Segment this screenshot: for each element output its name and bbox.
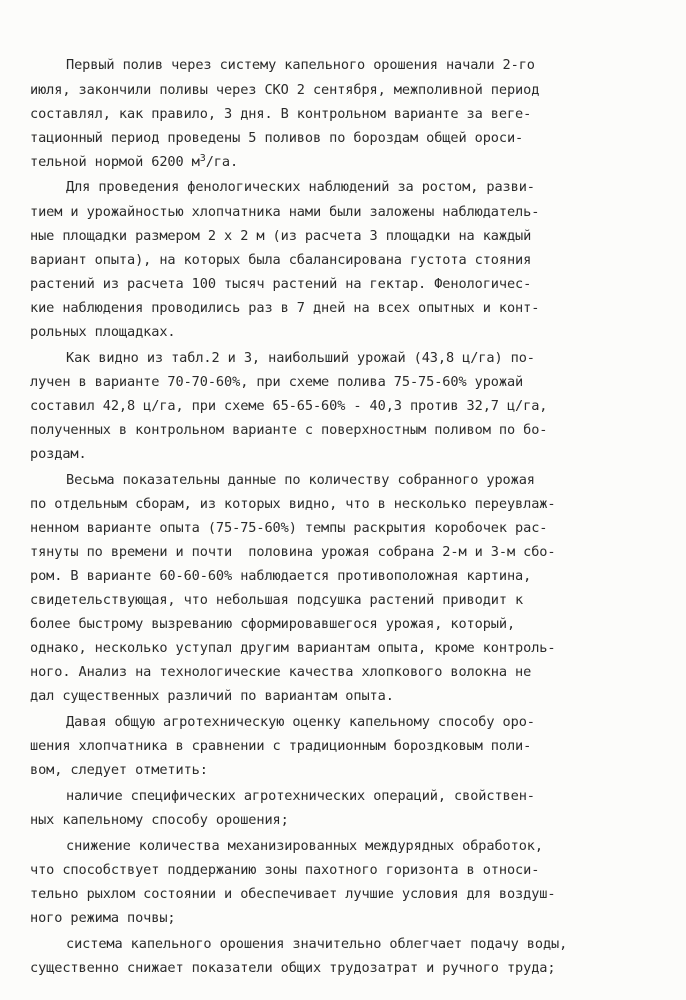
paragraph-7-line-1: снижение количества механизированных междурядных обработок, <box>66 838 543 854</box>
unit-tail: /га. <box>205 154 239 170</box>
paragraph-4-line-4: тянуты по времени и почти половина урожая собрана 2-м и 3-м сбо- <box>30 544 556 560</box>
paragraph-4-line-1: Весьма показательны данные по количеству собранного урожая <box>66 472 535 488</box>
paragraph-5-line-2: шения хлопчатника в сравнении с традиционным бороздковым поли- <box>30 738 532 754</box>
paragraph-1-line-3: составлял, как правило, 3 дня. В контрольном варианте за веге- <box>30 106 532 122</box>
paragraph-6-line-2: ных капельному способу орошения; <box>30 812 289 828</box>
paragraph-3-line-1: Как видно из табл.2 и 3, наибольший урожай (43,8 ц/га) по- <box>66 350 535 366</box>
paragraph-8-line-1: система капельного орошения значительно облегчает подачу воды, <box>66 936 568 952</box>
paragraph-2-line-7: рольных площадках. <box>30 324 176 340</box>
paragraph-1-line-2: июля, закончили поливы через СКО 2 сентября, межполивной период <box>30 82 540 98</box>
paragraph-2-line-5: растений из расчета 100 тысяч растений на гектар. Фенологичес- <box>30 276 532 292</box>
paragraph-3-line-4: полученных в контрольном варианте с поверхностным поливом по бо- <box>30 422 548 438</box>
paragraph-2-line-6: кие наблюдения проводились раз в 7 дней на всех опытных и конт- <box>30 300 540 316</box>
paragraph-8-line-2: существенно снижает показатели общих трудозатрат и ручного труда; <box>30 960 556 976</box>
paragraph-4-line-7: более быстрому вызреванию сформировавшегося урожая, который, <box>30 616 516 632</box>
paragraph-4-line-9: ного. Анализ на технологические качества хлопкового волокна не <box>30 664 532 680</box>
paragraph-3-line-2: лучен в варианте 70-70-60%, при схеме полива 75-75-60% урожай <box>30 374 524 390</box>
paragraph-3-line-3: составил 42,8 ц/га, при схеме 65-65-60% - 40,3 против 32,7 ц/га, <box>30 398 548 414</box>
paragraph-4-line-3: ненном варианте опыта (75-75-60%) темпы раскрытия коробочек рас- <box>30 520 548 536</box>
paragraph-3-line-5: роздам. <box>30 446 87 462</box>
paragraph-7-line-4: ного режима почвы; <box>30 910 176 926</box>
paragraph-2-line-1: Для проведения фенологических наблюдений за ростом, разви- <box>66 179 535 195</box>
paragraph-4-line-5: ром. В варианте 60-60-60% наблюдается противоположная картина, <box>30 568 532 584</box>
unit-superscript: 3 <box>199 153 206 164</box>
paragraph-5-line-1: Давая общую агротехническую оценку капельному способу оро- <box>66 714 535 730</box>
paragraph-7-line-3: тельно рыхлом состоянии и обеспечивает лучшие условия для воздуш- <box>30 886 556 902</box>
paragraph-4-line-2: по отдельным сборам, из которых видно, что в несколько переувлаж- <box>30 496 556 512</box>
paragraph-2-line-2: тием и урожайностью хлопчатника нами были заложены наблюдатель- <box>30 204 540 220</box>
paragraph-2-line-3: ные площадки размером 2 х 2 м (из расчета 3 площадки на каждый <box>30 228 532 244</box>
paragraph-1-line-1: Первый полив через систему капельного орошения начали 2-го <box>66 57 535 73</box>
paragraph-1-line-5 <box>30 153 239 170</box>
paragraph-4-line-10: дал существенных различий по вариантам опыта. <box>30 688 394 704</box>
paragraph-4-line-6: свидетельствующая, что небольшая подсушка растений приводит к <box>30 592 524 608</box>
paragraph-2-line-4: вариант опыта), на которых была сбалансирована густота стояния <box>30 252 532 268</box>
paragraph-1-line-4: тационный период проведены 5 поливов по бороздам общей ороси- <box>30 130 524 146</box>
paragraph-5-line-3: вом, следует отметить: <box>30 762 208 778</box>
paragraph-7-line-2: что способствует поддержанию зоны пахотного горизонта в относи- <box>30 862 540 878</box>
norm-text: тельной нормой 6200 м <box>30 154 200 170</box>
paragraph-6-line-1: наличие специфических агротехнических операций, свойствен- <box>66 788 535 804</box>
paragraph-4-line-8: однако, несколько уступал другим вариантам опыта, кроме контроль- <box>30 640 556 656</box>
